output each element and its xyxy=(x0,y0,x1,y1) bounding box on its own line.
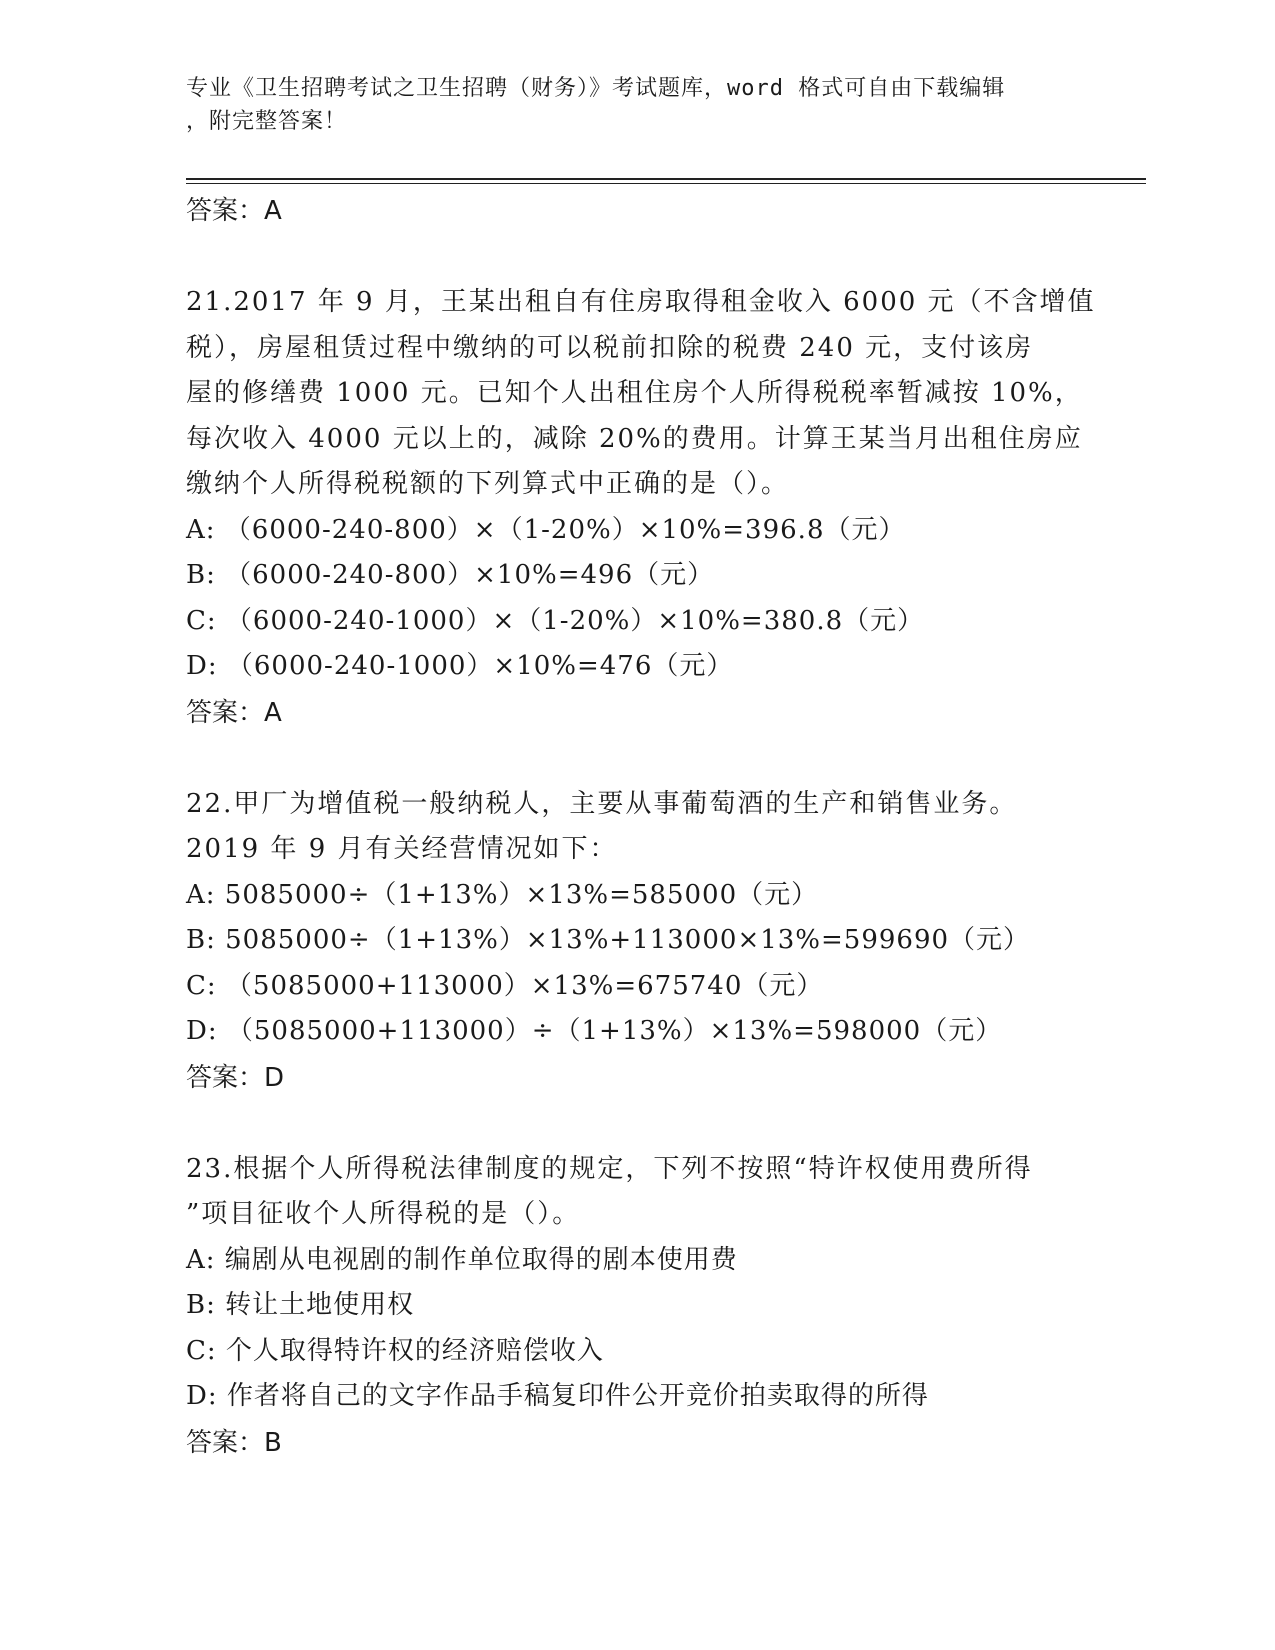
question-stem-line: 每次收入 4000 元以上的，减除 20%的费用。计算王某当月出租住房应 xyxy=(186,423,1083,454)
option-a: A: 5085000÷（1+13%）×13%=585000（元） xyxy=(186,879,819,910)
option-c: C: （6000-240-1000）×（1-20%）×10%=380.8（元） xyxy=(186,605,925,636)
header-line: ，附完整答案！ xyxy=(186,109,348,134)
question-block-22 xyxy=(186,782,1086,1101)
option-b: B: （6000-240-800）×10%=496（元） xyxy=(186,560,715,590)
header-line: 专业《卫生招聘考试之卫生招聘（财务）》考试题库，word 格式可自由下载编辑 xyxy=(186,76,1006,101)
question-stem-line: 22.甲厂为增值税一般纳税人，主要从事葡萄酒的生产和销售业务。 xyxy=(186,788,1018,819)
option-b: B: 转让土地使用权 xyxy=(186,1290,415,1320)
question-stem-line: 税），房屋租赁过程中缴纳的可以税前扣除的税费 240 元，支付该房 xyxy=(186,332,1034,363)
answer-line: 答案：B xyxy=(186,1427,282,1458)
answer-line: 答案：D xyxy=(186,1062,285,1093)
question-stem-line: 21.2017 年 9 月，王某出租自有住房取得租金收入 6000 元（不含增值 xyxy=(186,287,1096,317)
option-a: A: 编剧从电视剧的制作单位取得的剧本使用费 xyxy=(186,1244,738,1275)
question-stem-line: 23.根据个人所得税法律制度的规定，下列不按照“特许权使用费所得 xyxy=(186,1153,1033,1184)
option-d: D: 作者将自己的文字作品手稿复印件公开竞价拍卖取得的所得 xyxy=(186,1381,929,1411)
option-c: C: （5085000+113000）×13%=675740（元） xyxy=(186,970,824,1001)
option-c: C: 个人取得特许权的经济赔偿收入 xyxy=(186,1335,604,1366)
question-stem-line: 缴纳个人所得税税额的下列算式中正确的是（）。 xyxy=(186,469,790,499)
page-header xyxy=(186,72,1086,138)
answer-line: 答案：A xyxy=(186,697,282,728)
option-b: B: 5085000÷（1+13%）×13%+113000×13%=599690（元） xyxy=(186,925,1031,955)
option-d: D: （6000-240-1000）×10%=476（元） xyxy=(186,651,734,681)
option-a: A: （6000-240-800）×（1-20%）×10%=396.8（元） xyxy=(186,514,906,545)
question-stem-line: 屋的修缮费 1000 元。已知个人出租住房个人所得税税率暂减按 10%， xyxy=(186,378,1083,408)
question-list xyxy=(186,188,1096,1466)
option-d: D: （5085000+113000）÷（1+13%）×13%=598000（元） xyxy=(186,1016,1003,1046)
question-stem-line: ”项目征收个人所得税的是（）。 xyxy=(186,1199,581,1229)
header-divider-thin xyxy=(186,183,1146,184)
header-divider xyxy=(186,178,1146,180)
question-block-23 xyxy=(186,1147,1086,1466)
question-stem-line: 2019 年 9 月有关经营情况如下： xyxy=(186,834,618,864)
answer-line: 答案：A xyxy=(186,196,282,226)
question-block-21 xyxy=(186,280,1096,736)
